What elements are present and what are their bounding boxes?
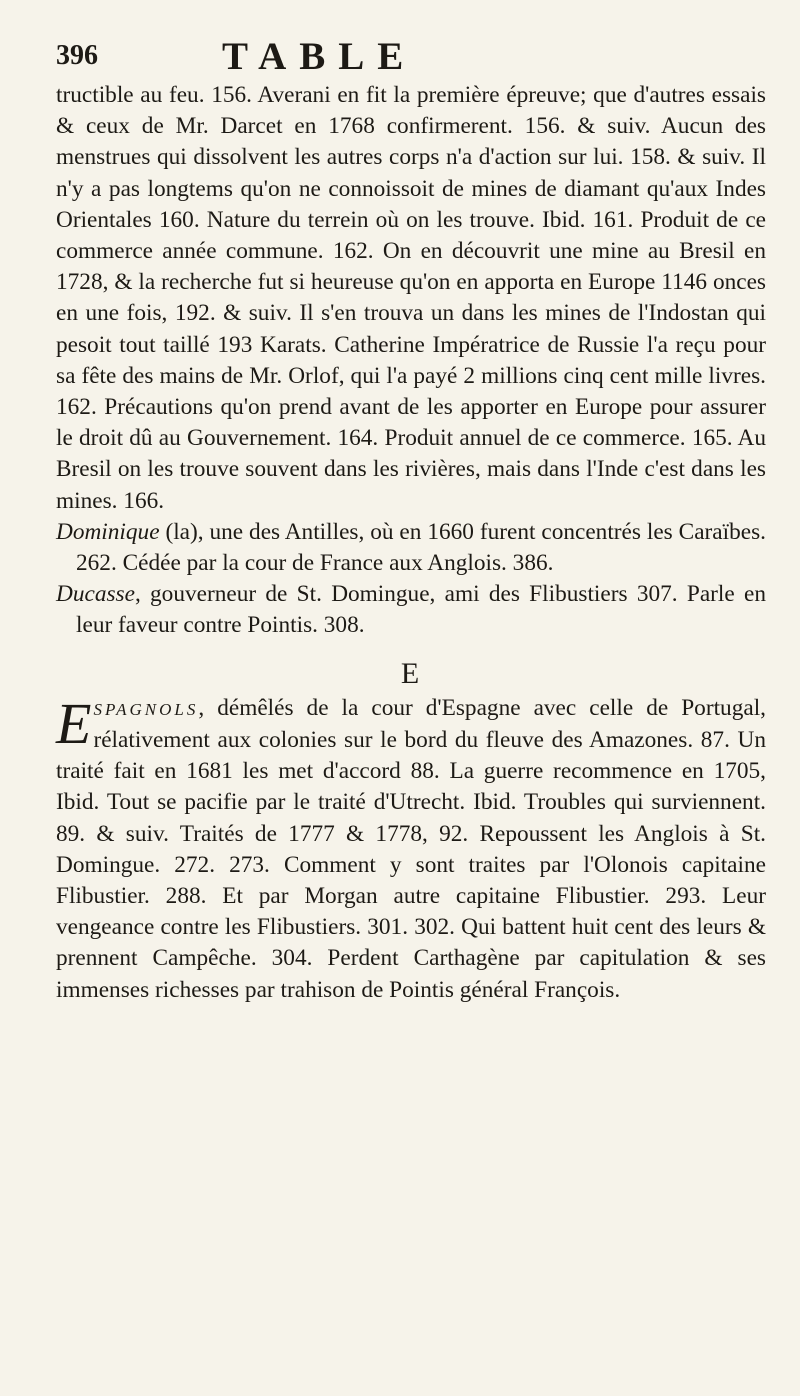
entry-text: , démêlés de la cour d'Espagne avec celle de Portugal, rélativement aux colonies sur le bord du fleuve des Amazones. 87. Un traité fait en 1681 les met d'accord 88. La guerre recommence en 1705, Ibid. Tout se pacifie par le traité d'Utrecht. Ibid. Troubles qui surviennent. 89. & suiv. Traités de 1777 & 1778, 92. Repoussent les Anglois à St. Domingue. 272. 273. Comment y sont traites par l'Olonois capitaine Flibustier. 288. Et par Morgan autre capitaine Flibustier. 293. Leur vengeance contre les Flibustiers. 301. 302. Qui battent huit cent des leurs & prennent Campêche. 304. Perdent Carthagène par capitulation & ses immenses richesses par trahison de Pointis général François. [56, 694, 766, 1003]
entry-text: (la), une des Antilles, où en 1660 furent concentrés les Caraïbes. 262. Cédée par la cour de France aux Anglois. 386. [76, 518, 766, 577]
headword: Dominique [56, 518, 160, 545]
index-entry-dominique [56, 517, 766, 579]
page-number: 396 [56, 40, 98, 71]
running-title: TABLE [222, 35, 417, 78]
section-letter-heading: E [400, 656, 422, 690]
index-entry-continued: tructible au feu. 156. Averani en fit la première épreuve; que d'autres essais & ceux de Mr. Darcet en 1768 confirmerent. 156. & suiv. Aucun des menstrues qui dissolvent les autres corps n'a d'action sur lui. 158. & suiv. Il n'y a pas longtems qu'on ne connoissoit de mines de diamant qu'aux Indes Orientales 160. Nature du terrein où on les trouve. Ibid. 161. Produit de ce commerce année commune. 162. On en découvrit une mine au Bresil en 1728, & la recherche fut si heureuse qu'on en apporta en Europe 1146 onces en une fois, 192. & suiv. Il s'en trouva un dans les mines de l'Indostan qui pesoit tout taillé 193 Karats. Catherine Impératrice de Russie l'a reçu pour sa fête des mains de Mr. Orlof, qui l'a payé 2 millions cinq cent mille livres. 162. Précautions qu'on prend avant de les apporter en Europe pour assurer le droit dû au Gouvernement. 164. Produit annuel de ce commerce. 165. Au Bresil on les trouve souvent dans les rivières, mais dans l'Inde c'est dans les mines. 166. [56, 82, 766, 514]
index-entry-ducasse [56, 579, 766, 641]
index-body [56, 80, 766, 1006]
index-entry-espagnols [56, 690, 766, 1006]
headword: Ducasse [56, 581, 135, 608]
drop-cap: E [56, 690, 92, 756]
page-header [0, 34, 800, 84]
headword: SPAGNOLS [93, 699, 199, 719]
entry-text: , gouverneur de St. Domingue, ami des Flibustiers 307. Parle en leur faveur contre Pointis. 308. [76, 581, 766, 639]
